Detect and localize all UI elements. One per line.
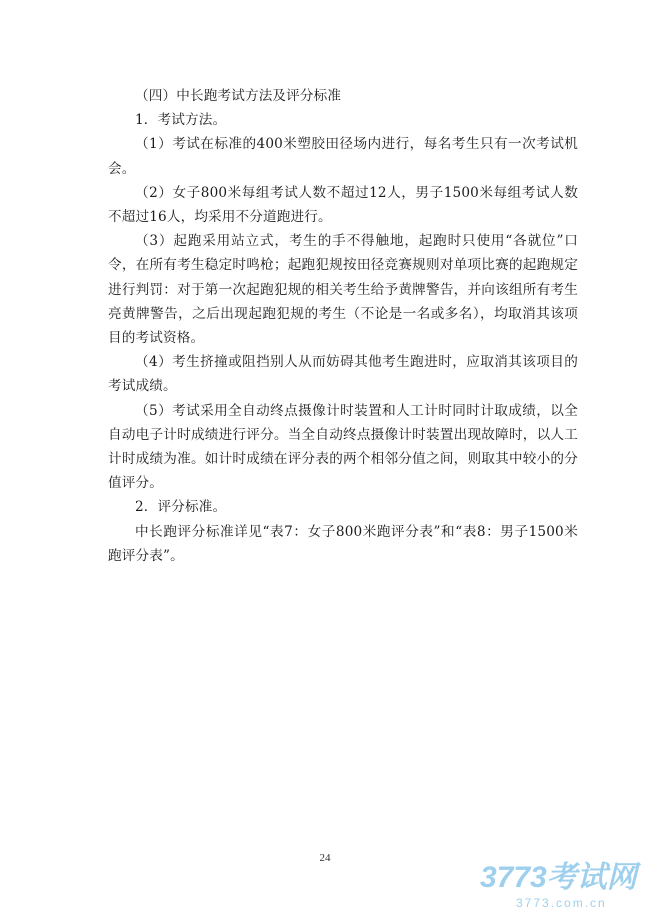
subsection-heading-exam-method: 1．考试方法。 (135, 112, 227, 129)
paragraph-rule-1: （1）考试在标准的400米塑胶田径场内进行，每名考生只有一次考试机会。 (108, 136, 578, 177)
section-heading: （四）中长跑考试方法及评分标准 (135, 88, 342, 104)
paragraph-rule-3: （3）起跑采用站立式，考生的手不得触地，起跑时只使用“各就位”口令，在所有考生稳定时鸣枪；起跑犯规按田径竞赛规则对单项比赛的起跑规定进行判罚：对于第一次起跑犯规的相关考生给予黄牌警告，并向该组所有考生亮黄牌警告，之后出现起跑犯规的考生（不论是一名或多名），均取消其该项目的考试资格。 (108, 233, 578, 347)
page-number: 24 (319, 852, 331, 864)
paragraph-rule-5: （5）考试采用全自动终点摄像计时装置和人工计时同时计取成绩，以全自动电子计时成绩进行评分。当全自动终点摄像计时装置出现故障时，以人工计时成绩为准。如计时成绩在评分表的两个相邻分值之间，则取其中较小的分值评分。 (108, 402, 578, 492)
paragraph-scoring-reference: 中长跑评分标准详见“表7：女子800米跑评分表”和“表8：男子1500米跑评分表”。 (108, 523, 578, 564)
watermark-url: 3773.com.cn (516, 896, 607, 910)
paragraph-rule-4: （4）考生挤撞或阻挡别人从而妨碍其他考生跑进时，应取消其该项目的考试成绩。 (108, 354, 578, 395)
site-watermark-logo (480, 862, 640, 914)
subsection-heading-scoring: 2．评分标准。 (135, 499, 227, 516)
watermark-logo-text: 3773考试网 (480, 861, 637, 894)
document-body (108, 84, 578, 568)
paragraph-rule-2: （2）女子800米每组考试人数不超过12人，男子1500米每组考试人数不超过16人，均采用不分道跑进行。 (108, 184, 578, 226)
